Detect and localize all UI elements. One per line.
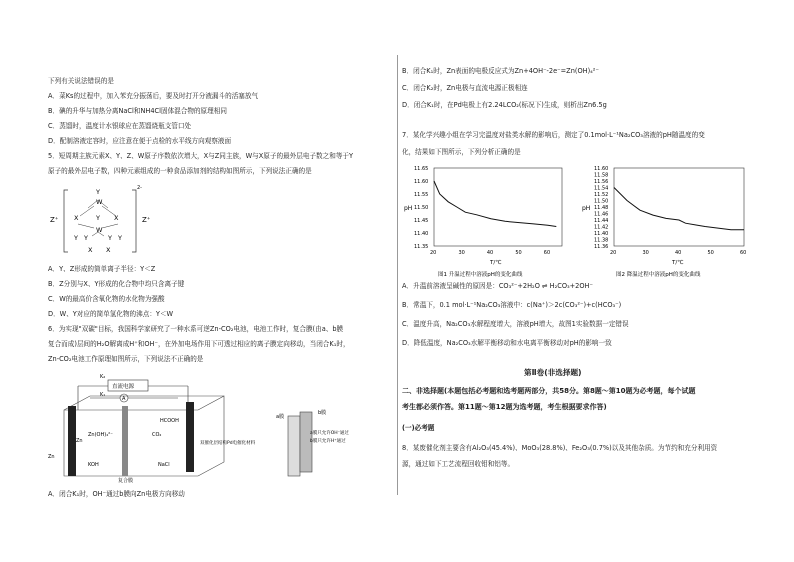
structure-figure <box>48 180 178 258</box>
atom-x-right: X <box>114 214 119 222</box>
q6-option-b: B．闭合K₁时，Zn表面的电极反应式为Zn+4OH⁻-2e⁻=Zn(OH)₄²⁻ <box>402 67 599 75</box>
chart1-frame <box>434 168 562 246</box>
battery-diagram <box>48 366 388 484</box>
atom-x-left: X <box>74 214 79 222</box>
chart2-ytick-0: 11.36 <box>594 244 609 250</box>
column-divider <box>397 55 398 495</box>
amem-label: a膜 <box>276 414 285 420</box>
chart2-ytick-7: 11.50 <box>594 198 609 205</box>
chart2-xtick-0: 20 <box>610 250 617 256</box>
cation-right: Z⁺ <box>142 216 151 224</box>
atom-y-mid: Y <box>96 214 100 222</box>
ammeter-label: A <box>122 396 126 402</box>
chart2-ytick-9: 11.54 <box>594 185 609 192</box>
q6-option-c: C．闭合K₂时，Zn电极与直流电源正极相连 <box>402 84 528 92</box>
part2-intro-line2: 考生都必须作答。第11题～第12题为选考题，考生根据要求作答) <box>402 403 607 411</box>
chart1-ytick-3: 11.50 <box>414 205 429 211</box>
q4-option-a: A．菜Ks的过程中，加入苯充分振荡后，要及时打开分液漏斗的活塞放气 <box>48 92 259 100</box>
k2-label: K₂ <box>100 374 106 380</box>
chart2-ytick-1: 11.38 <box>594 237 609 244</box>
dc-source-label: 直流电源 <box>112 384 135 390</box>
part2-intro-line1: 二、非选择题(本题包括必考题和选考题两部分，共58分。第8题～第10题为必考题，每个试题 <box>402 387 696 395</box>
q7-option-d: D．降低温度，Na₂CO₃水解平衡移动和水电离平衡移动对pH的影响一致 <box>402 339 612 347</box>
charge-label: 2- <box>137 185 142 191</box>
q7-option-a: A．升温前溶液呈碱性的原因是：CO₃²⁻+2H₂O ⇌ H₂CO₃+2OH⁻ <box>402 282 593 290</box>
chart1-xtick-1: 30 <box>458 250 465 256</box>
q4-option-b: B．碘的升华与加热分离NaCl和NH4Cl固体混合物的原理相同 <box>48 107 227 115</box>
zn-electrode <box>68 406 76 476</box>
co2-label: CO₂ <box>152 432 162 438</box>
znoh-label: Zn(OH)₄²⁻ <box>88 432 113 438</box>
chart1-xtick-3: 50 <box>515 250 522 256</box>
chart1-caption: 图1 升温过程中溶液pH的变化曲线 <box>438 272 523 278</box>
chart1-xtick-4: 60 <box>543 250 551 256</box>
chart1-ytick-4: 11.55 <box>414 192 429 198</box>
chart2-ytick-5: 11.46 <box>594 211 609 218</box>
q6-stem-line3: Zn-CO₂电池工作原理如图所示，下列说法不正确的是 <box>48 355 204 363</box>
chart2-caption: 图2 降温过程中溶液pH的变化曲线 <box>616 272 701 278</box>
chart1-xlabel: T/℃ <box>490 260 502 266</box>
cation-left: Z⁺ <box>50 216 59 224</box>
chart2-xtick-4: 60 <box>740 250 747 256</box>
q7-option-c: C．温度升高，Na₂CO₃水解程度增大，溶液pH增大，故图1实验数据一定错误 <box>402 320 629 328</box>
chart2-frame <box>614 168 744 246</box>
q7-stem-line1: 7．某化学兴趣小组在学习完温度对盐类水解的影响后，测定了0.1mol·L⁻¹Na₂CO₃溶液的pH随温度的变 <box>402 131 705 139</box>
q6-stem-line1: 6．为实现"双碳"目标，我国科学家研究了一种水系可逆Zn-CO₂电池，电池工作时，复合膜(由a、b膜 <box>48 325 344 333</box>
q4-stem: 下列有关说法错误的是 <box>48 77 114 85</box>
q5-stem-line1: 5．短周期主族元素X、Y、Z、W原子序数依次增大，X与Z同主族，W与X原子的最外层电子数之和等于Y <box>48 152 354 160</box>
membrane-label: 复合膜 <box>118 478 134 484</box>
chart2-ytick-4: 11.44 <box>594 218 609 224</box>
q5-option-d: D．W、Y对应的简单氢化物的沸点：Y＜W <box>48 310 174 318</box>
pd-electrode <box>186 402 194 472</box>
bracket-left <box>64 190 68 252</box>
chart1-ytick-2: 11.45 <box>414 218 429 224</box>
chart1-ytick-6: 11.65 <box>414 166 429 172</box>
chart1-ytick-5: 11.60 <box>414 179 429 185</box>
q4-option-d: D．配制溶液定容时，应注意在便于点检的水平线方向观察液面 <box>48 137 232 145</box>
bmem-label: b膜 <box>318 410 327 416</box>
q5-stem-line2: 原子的最外层电子数，四种元素组成的一种食品添加剂的结构如图所示，下列说法正确的是 <box>48 167 312 175</box>
membrane-detail-a <box>288 416 300 476</box>
zn-label: Zn <box>76 438 83 444</box>
q8-stem-line2: 源，通过如下工艺流程回收钼和铝等。 <box>402 460 515 468</box>
q5-option-c: C．W的最高价含氧化物的水化物为强酸 <box>48 295 165 303</box>
chart1-ytick-1: 11.40 <box>414 231 429 237</box>
chart1-xtick-2: 40 <box>486 250 494 256</box>
nacl-label: NaCl <box>158 462 170 468</box>
atom-y-b1: Y <box>84 234 88 242</box>
chart2-ytick-10: 11.56 <box>594 179 609 185</box>
chart2-ytick-2: 11.40 <box>594 231 609 237</box>
zn-side-label: Zn <box>48 454 55 460</box>
chart2-ytick-12: 11.60 <box>594 166 609 172</box>
atom-y-b4: Y <box>118 234 122 242</box>
pd-label: 双催化层结构Pd电催化材料 <box>200 441 256 446</box>
q5-option-a: A．Y、Z形成的简单离子半径：Y＜Z <box>48 265 156 273</box>
section-required: (一)必考题 <box>402 424 435 432</box>
chart2-ytick-6: 11.48 <box>594 205 609 211</box>
atom-y-b2: Y <box>108 234 112 242</box>
chart2-ytick-3: 11.42 <box>594 224 609 231</box>
chart2-series-line <box>614 188 744 230</box>
q7-stem-line2: 化，结果如下图所示，下列分析正确的是 <box>402 148 521 156</box>
atom-x-b2: X <box>106 246 111 254</box>
chart2-xtick-2: 40 <box>675 250 682 256</box>
chart2-ylabel: pH <box>582 205 591 212</box>
q5-option-b: B．Z分别与X、Y形成的化合物中均只含离子键 <box>48 280 185 288</box>
q4-option-c: C．蒸馏时，温度计水银球应在蒸馏烧瓶支管口处 <box>48 122 192 130</box>
composite-membrane <box>122 406 128 476</box>
q7-option-b: B．常温下，0.1 mol·L⁻¹Na₂CO₃溶液中：c(Na⁺)＞2c(CO₃²⁻)+c(HCO₃⁻) <box>402 301 622 309</box>
atom-w-top: W <box>96 198 103 206</box>
chart2-xtick-1: 30 <box>642 250 649 256</box>
chart-fig2 <box>580 162 755 280</box>
chart2-xlabel: T/℃ <box>672 260 684 266</box>
chart1-series-line <box>434 181 556 227</box>
k1-label: K₁ <box>100 392 106 398</box>
bmem-note: b膜只允许H⁺通过 <box>310 439 346 444</box>
part2-title: 第Ⅱ卷(非选择题) <box>524 368 582 377</box>
chart1-xtick-0: 20 <box>430 250 437 256</box>
chart-fig1 <box>402 162 572 280</box>
atom-y-b3: Y <box>74 234 78 242</box>
chart1-ytick-0: 11.35 <box>414 244 429 250</box>
q6-option-d: D．闭合K₁时，在Pd电极上有2.24LCO₂(标况下)生成，则析出Zn6.5g <box>402 101 607 109</box>
chart2-ytick-11: 11.58 <box>594 172 609 179</box>
atom-y-top1: Y <box>96 188 100 196</box>
hcooh-label: HCOOH <box>160 418 179 424</box>
koh-label: KOH <box>88 462 99 468</box>
atom-w-bottom: W <box>96 226 103 234</box>
atom-x-b1: X <box>88 246 93 254</box>
q6-stem-line2: 复合而成)层间的H₂O解离成H⁺和OH⁻，在外加电场作用下可透过相应的离子膜定向移动，当闭合K₁时， <box>48 340 350 348</box>
chart1-ylabel: pH <box>404 205 413 212</box>
chart2-ytick-8: 11.52 <box>594 192 609 198</box>
bracket-right <box>132 190 136 252</box>
chart2-xtick-3: 50 <box>707 250 714 256</box>
q8-stem-line1: 8．某废催化剂主要含有Al₂O₃(45.4%)、MoO₃(28.8%)、Fe₂O₃(0.7%)以及其他杂质。为节约和充分利用资 <box>402 444 718 452</box>
amem-note: a膜只允许OH⁻通过 <box>310 431 350 436</box>
q6-option-a: A．闭合K₁时，OH⁻通过b膜向Zn电极方向移动 <box>48 490 185 498</box>
